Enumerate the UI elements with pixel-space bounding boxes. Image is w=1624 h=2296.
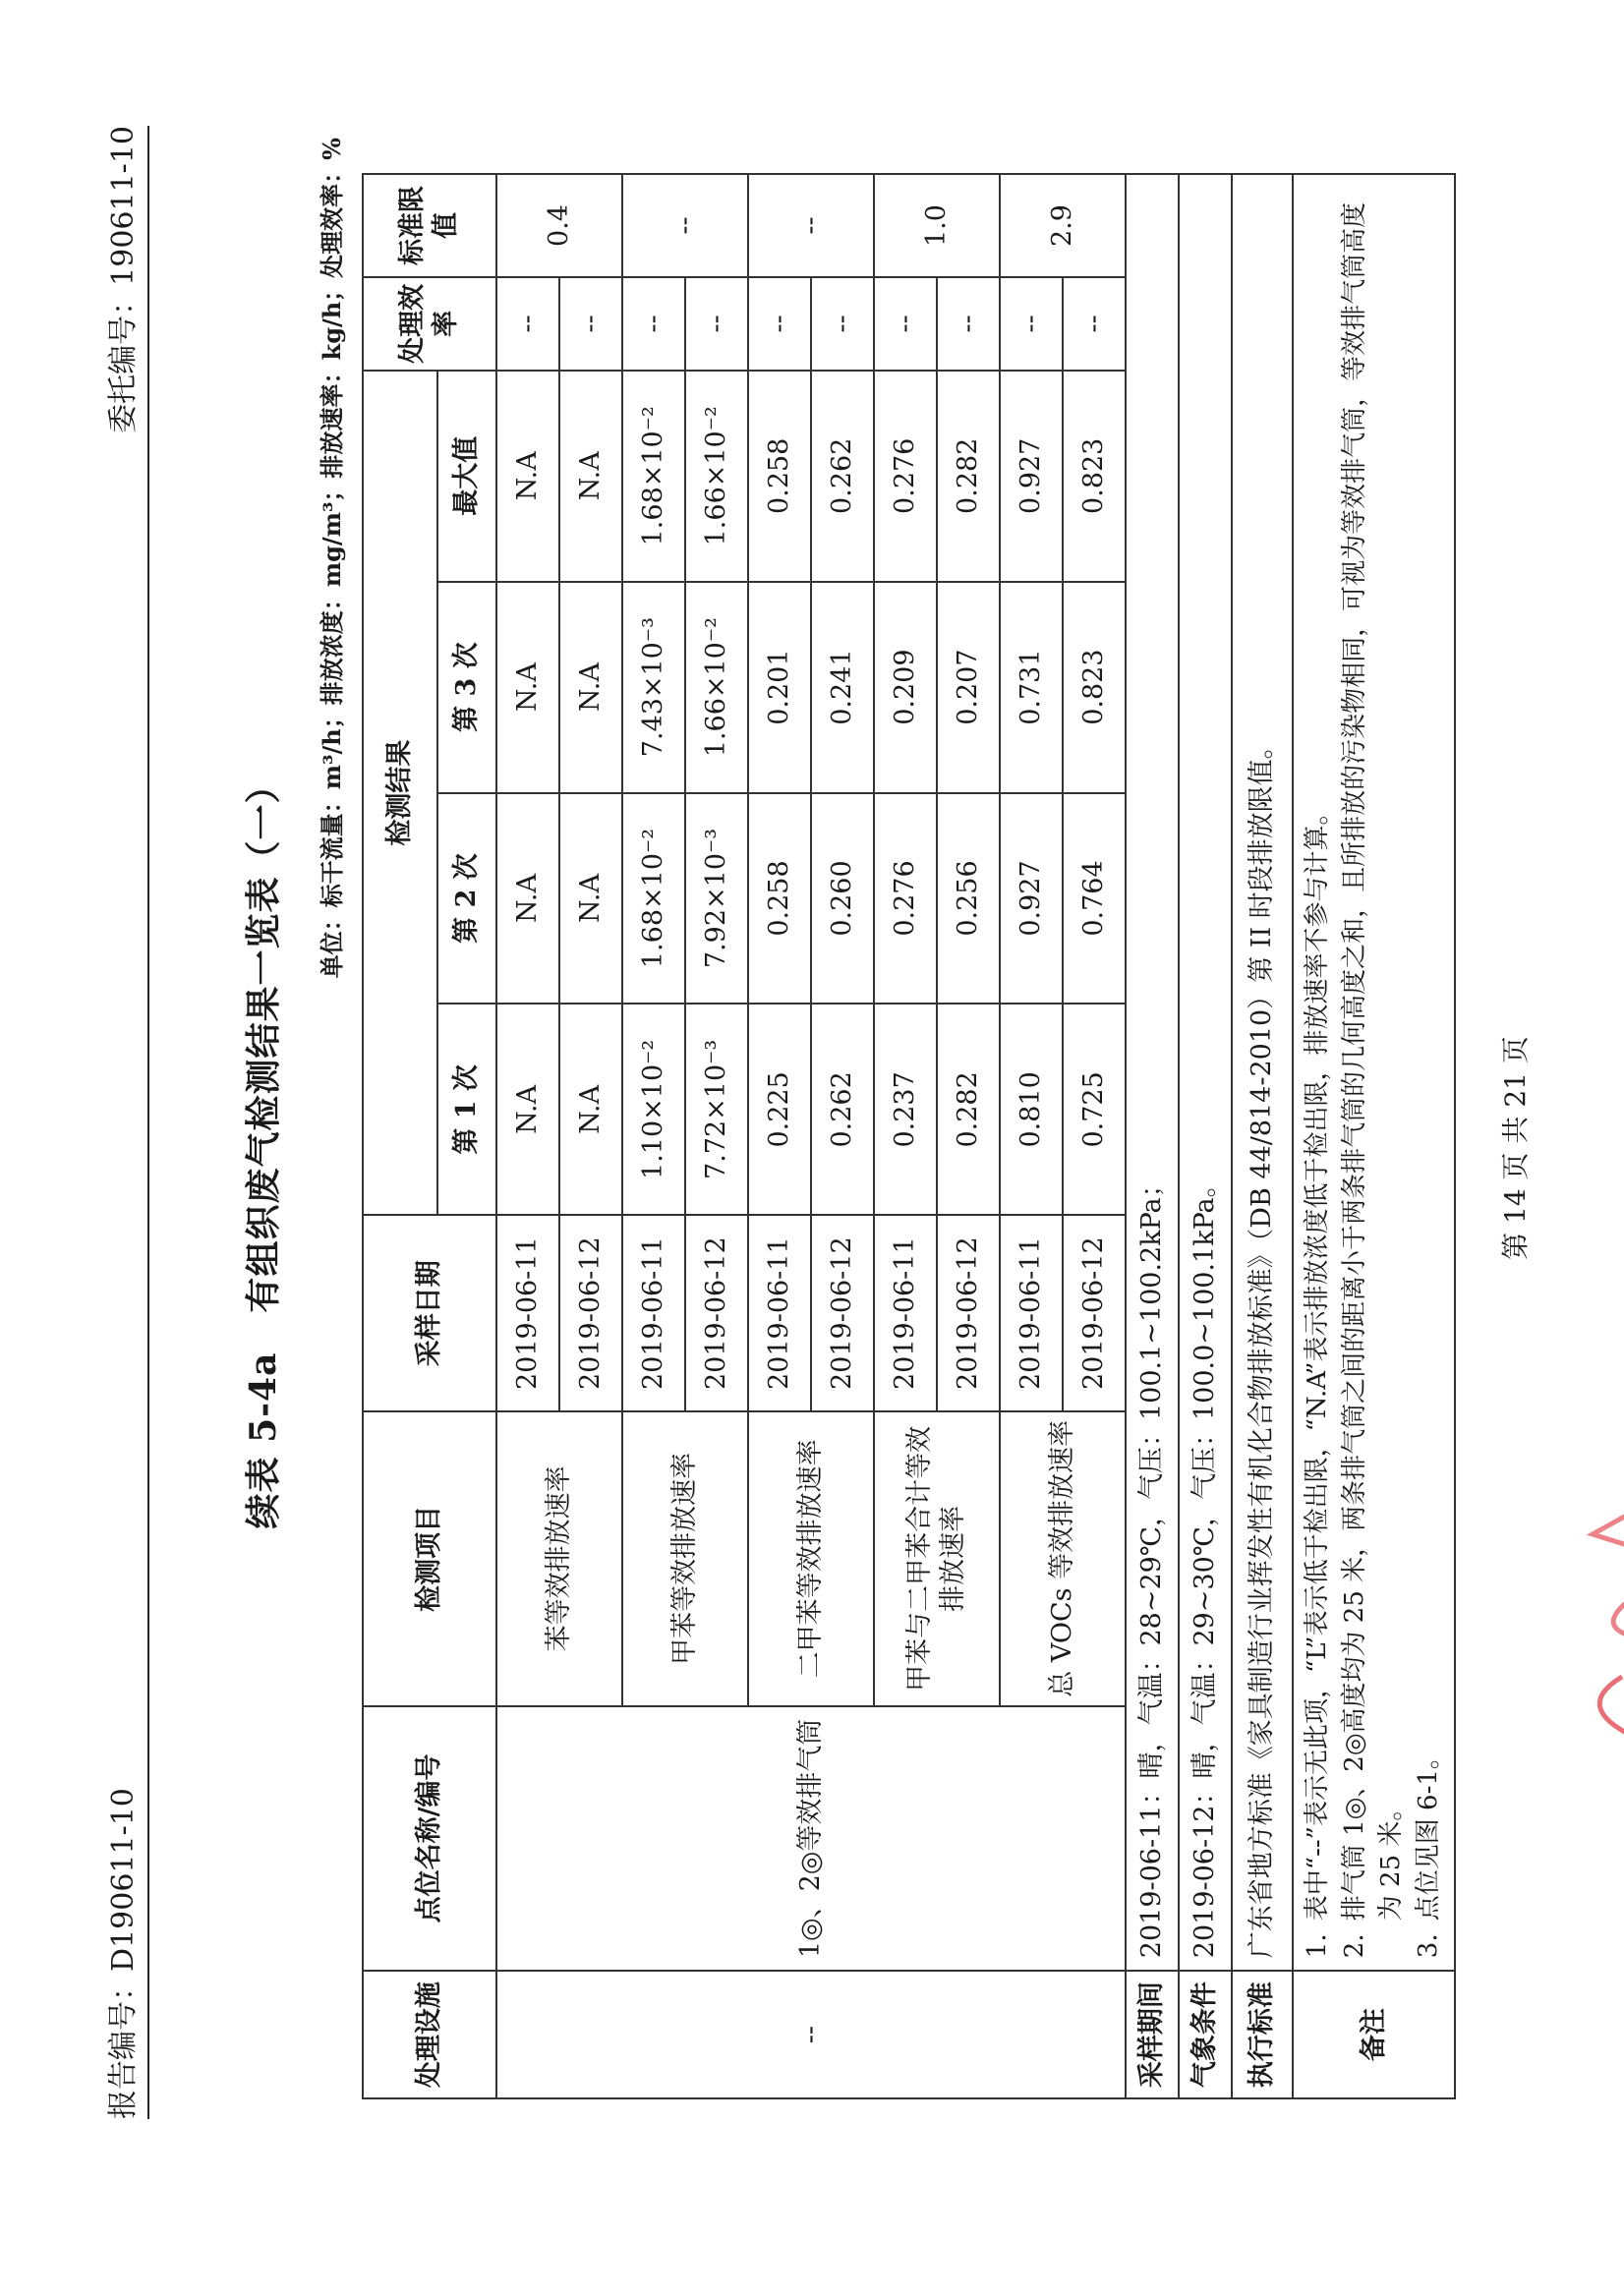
date-cell: 2019-06-11 bbox=[1000, 1215, 1063, 1411]
run-3-cell: 0.201 bbox=[748, 582, 811, 793]
run-3-cell: 7.43×10⁻³ bbox=[622, 582, 685, 793]
item-cell: 二甲苯等效排放速率 bbox=[748, 1411, 874, 1706]
run-2-cell: N.A bbox=[559, 793, 622, 1004]
header-facility: 处理设施 bbox=[363, 1971, 496, 2098]
note-number: 1. bbox=[1303, 1933, 1332, 1959]
point-cell: 1◎、2◎等效排气筒 bbox=[496, 1706, 1126, 1972]
max-cell: 0.262 bbox=[811, 371, 874, 582]
run-1-cell: 0.237 bbox=[874, 1004, 937, 1215]
header-limit: 标准限值 bbox=[363, 174, 496, 277]
run-1-cell: 0.262 bbox=[811, 1004, 874, 1215]
table-title-text: 有组织废气检测结果一览表（一） bbox=[243, 767, 284, 1313]
page-number: 第 14 页 共 21 页 bbox=[1499, 1036, 1532, 1260]
header-results: 检测结果 bbox=[363, 371, 437, 1215]
run-3-cell: 0.209 bbox=[874, 582, 937, 793]
max-cell: 0.276 bbox=[874, 371, 937, 582]
date-cell: 2019-06-11 bbox=[874, 1215, 937, 1411]
max-cell: 0.823 bbox=[1063, 371, 1126, 582]
note-text: 点位见图 6-1。 bbox=[1414, 1744, 1444, 1922]
efficiency-cell: -- bbox=[1000, 277, 1063, 371]
limit-cell: -- bbox=[622, 174, 748, 277]
run-2-cell: 0.258 bbox=[748, 793, 811, 1004]
date-cell: 2019-06-12 bbox=[937, 1215, 1000, 1411]
run-1-cell: 1.10×10⁻² bbox=[622, 1004, 685, 1215]
note-text: 排气筒 1◎、2◎高度均为 25 米，两条排气筒之间的距离小于两条排气筒的几何高度之和，且所排放的污染物相同，可视为等效排气筒，等效排气筒高度为 25 米。 bbox=[1339, 201, 1407, 1922]
efficiency-cell: -- bbox=[622, 277, 685, 371]
note-number: 2. bbox=[1339, 1933, 1369, 1959]
header-point: 点位名称/编号 bbox=[363, 1706, 496, 1972]
remarks-notes bbox=[1293, 174, 1455, 1971]
header-divider bbox=[147, 126, 149, 2119]
remarks-label: 备注 bbox=[1293, 1971, 1455, 2098]
date-cell: 2019-06-11 bbox=[622, 1215, 685, 1411]
efficiency-cell: -- bbox=[685, 277, 748, 371]
limit-cell: 2.9 bbox=[1000, 174, 1126, 277]
date-cell: 2019-06-11 bbox=[748, 1215, 811, 1411]
table-title bbox=[236, 0, 286, 2296]
report-number: 报告编号：D190611-10 bbox=[106, 1788, 141, 2119]
max-cell: 0.258 bbox=[748, 371, 811, 582]
header-max: 最大值 bbox=[437, 371, 496, 582]
run-1-cell: 0.225 bbox=[748, 1004, 811, 1215]
max-cell: 1.66×10⁻² bbox=[685, 371, 748, 582]
date-cell: 2019-06-12 bbox=[811, 1215, 874, 1411]
run-2-cell: 1.68×10⁻² bbox=[622, 793, 685, 1004]
efficiency-cell: -- bbox=[748, 277, 811, 371]
max-cell: N.A bbox=[496, 371, 559, 582]
red-stamp-fragment-icon bbox=[1553, 1490, 1624, 1746]
run-2-cell: 0.256 bbox=[937, 793, 1000, 1004]
efficiency-cell: -- bbox=[937, 277, 1000, 371]
sampling-period-label: 采样期间 bbox=[1126, 1971, 1179, 2098]
run-3-cell: 1.66×10⁻² bbox=[685, 582, 748, 793]
max-cell: 1.68×10⁻² bbox=[622, 371, 685, 582]
item-cell: 甲苯与二甲苯合计等效排放速率 bbox=[874, 1411, 1000, 1706]
run-3-cell: N.A bbox=[559, 582, 622, 793]
run-3-cell: 0.207 bbox=[937, 582, 1000, 793]
efficiency-cell: -- bbox=[874, 277, 937, 371]
efficiency-cell: -- bbox=[1063, 277, 1126, 371]
entrust-number: 委托编号：190611-10 bbox=[106, 126, 141, 433]
run-1-cell: 0.810 bbox=[1000, 1004, 1063, 1215]
run-1-cell: 7.72×10⁻³ bbox=[685, 1004, 748, 1215]
facility-cell: -- bbox=[496, 1971, 1126, 2098]
item-cell: 苯等效排放速率 bbox=[496, 1411, 622, 1706]
efficiency-cell: -- bbox=[496, 277, 559, 371]
date-cell: 2019-06-12 bbox=[559, 1215, 622, 1411]
run-1-cell: N.A bbox=[559, 1004, 622, 1215]
note-number: 3. bbox=[1414, 1933, 1444, 1959]
header-run-3: 第 3 次 bbox=[437, 582, 496, 793]
standard-text: 广东省地方标准《家具制造行业挥发性有机化合物排放标准》（DB 44/814-2010）第 II 时段排放限值。 bbox=[1232, 174, 1293, 1971]
note-item bbox=[1300, 187, 1337, 1958]
weather-label: 气象条件 bbox=[1179, 1971, 1232, 2098]
run-3-cell: 0.823 bbox=[1063, 582, 1126, 793]
run-2-cell: 0.276 bbox=[874, 793, 937, 1004]
run-2-cell: 7.92×10⁻³ bbox=[685, 793, 748, 1004]
weather-day-1: 2019-06-11：晴，气温：28~29℃，气压：100.1~100.2kPa； bbox=[1126, 174, 1179, 1971]
max-cell: 0.282 bbox=[937, 371, 1000, 582]
header-run-2: 第 2 次 bbox=[437, 793, 496, 1004]
header-item: 检测项目 bbox=[363, 1411, 496, 1706]
note-text: 表中“--”表示无此项，“L”表示低于检出限，“N.A”表示排放浓度低于检出限，排放速率不参与计算。 bbox=[1303, 799, 1332, 1922]
results-table bbox=[362, 173, 1456, 2099]
note-item bbox=[1337, 187, 1411, 1958]
run-1-cell: N.A bbox=[496, 1004, 559, 1215]
date-cell: 2019-06-12 bbox=[685, 1215, 748, 1411]
item-cell: 甲苯等效排放速率 bbox=[622, 1411, 748, 1706]
header-run-1: 第 1 次 bbox=[437, 1004, 496, 1215]
run-1-cell: 0.282 bbox=[937, 1004, 1000, 1215]
max-cell: 0.927 bbox=[1000, 371, 1063, 582]
date-cell: 2019-06-11 bbox=[496, 1215, 559, 1411]
efficiency-cell: -- bbox=[811, 277, 874, 371]
units-line: 单位：标干流量：m³/h；排放浓度：mg/m³；排放速率：kg/h；处理效率：% bbox=[318, 138, 346, 979]
note-item bbox=[1411, 187, 1448, 1958]
date-cell: 2019-06-12 bbox=[1063, 1215, 1126, 1411]
header-efficiency: 处理效率 bbox=[363, 277, 496, 371]
run-3-cell: 0.731 bbox=[1000, 582, 1063, 793]
max-cell: N.A bbox=[559, 371, 622, 582]
run-1-cell: 0.725 bbox=[1063, 1004, 1126, 1215]
run-2-cell: N.A bbox=[496, 793, 559, 1004]
limit-cell: -- bbox=[748, 174, 874, 277]
run-2-cell: 0.260 bbox=[811, 793, 874, 1004]
run-2-cell: 0.764 bbox=[1063, 793, 1126, 1004]
limit-cell: 0.4 bbox=[496, 174, 622, 277]
table-title-label: 续表 5-4a bbox=[243, 1351, 284, 1529]
run-3-cell: 0.241 bbox=[811, 582, 874, 793]
limit-cell: 1.0 bbox=[874, 174, 1000, 277]
header-date: 采样日期 bbox=[363, 1215, 496, 1411]
run-2-cell: 0.927 bbox=[1000, 793, 1063, 1004]
efficiency-cell: -- bbox=[559, 277, 622, 371]
standard-label: 执行标准 bbox=[1232, 1971, 1293, 2098]
weather-day-2: 2019-06-12：晴，气温：29~30℃，气压：100.0~100.1kPa。 bbox=[1179, 174, 1232, 1971]
run-3-cell: N.A bbox=[496, 582, 559, 793]
item-cell: 总 VOCs 等效排放速率 bbox=[1000, 1411, 1126, 1706]
